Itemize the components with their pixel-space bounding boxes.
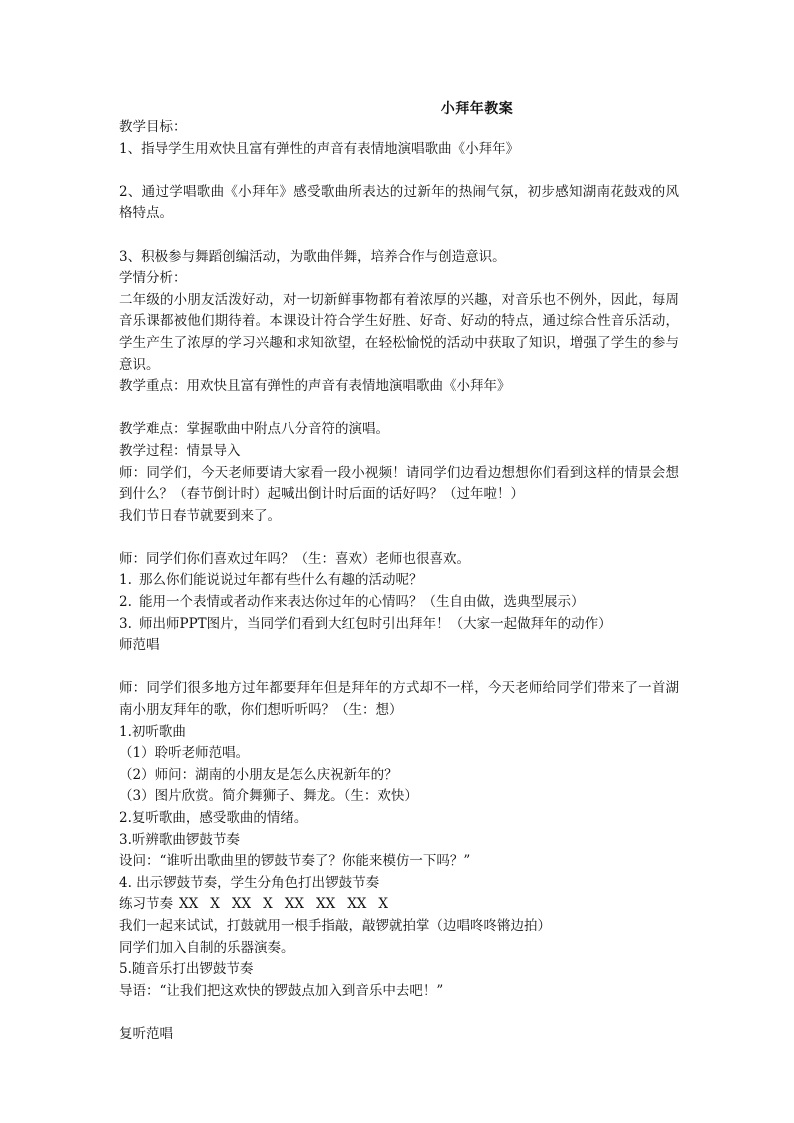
goal-1: 1、指导学生用欢快且富有弹性的声音有表情地演唱歌曲《小拜年》 — [119, 140, 520, 157]
page-title: 小拜年教案 — [440, 101, 514, 117]
intro-dialogue: 师：同学们，今天老师要请大家看一段小视频！请同学们边看边想想你们看到这样的情景会想到什么？（春节倒计时）起喊出倒计时后面的话好吗？（过年啦！） — [119, 464, 679, 503]
step-5: 5.随音乐打出锣鼓节奏 — [119, 961, 254, 978]
blank-line — [119, 398, 679, 420]
process-heading: 教学过程：情景导入 — [119, 442, 241, 459]
rhythm-beat: XX — [179, 896, 199, 913]
list-text: 能用一个表情或者动作来表达你过年的心情吗？（生自由做，选典型展示） — [139, 594, 585, 611]
list-item — [119, 570, 679, 592]
rhythm-label: 练习节奏 — [119, 896, 173, 913]
analysis-paragraph: 二年级的小朋友活泼好动，对一切新鲜事物都有着浓厚的兴趣，对音乐也不例外，因此，每周音乐课都被他们期待着。本课设计符合学生好胜、好奇、好动的特点，通过综合性音乐活动，学生产生了浓厚的学习兴趣和求知欲望，在轻松愉悦的活动中获取了知识，增强了学生的参与意识。 — [119, 291, 679, 373]
list-number: 2. — [119, 594, 132, 611]
step-4: 4. 出示锣鼓节奏，学生分角色打出锣鼓节奏 — [119, 874, 380, 891]
goal-3: 3、积极参与舞蹈创编活动，为歌曲伴舞，培养合作与创造意识。 — [119, 248, 506, 265]
blank-line — [119, 160, 679, 182]
rhythm-beat: X — [210, 896, 220, 913]
rhythm-beat: XX — [284, 896, 304, 913]
document-body — [119, 117, 679, 1046]
teacher-dialogue-2: 师：同学们很多地方过年都要拜年但是拜年的方式却不一样，今天老师给同学们带来了一首湖南小朋友拜年的歌，你们想听听吗？（生：想） — [119, 680, 679, 719]
list-number: 1. — [119, 572, 132, 589]
step-4-a: 我们一起来试试，打鼓就用一根手指敲，敲锣就拍掌（边唱咚咚锵边拍） — [119, 917, 551, 934]
intro-closing: 我们节日春节就要到来了。 — [119, 507, 281, 524]
blank-line — [119, 657, 679, 679]
goal-2: 2、通过学唱歌曲《小拜年》感受歌曲所表达的过新年的热闹气氛，初步感知湖南花鼓戏的风格特点。 — [119, 183, 679, 222]
step-1: 1.初听歌曲 — [119, 723, 186, 740]
rhythm-beat: XX — [347, 896, 367, 913]
step-1-1: （1）聆听老师范唱。 — [119, 745, 250, 762]
heading-analysis: 学情分析： — [119, 270, 187, 287]
step-4-b: 同学们加入自制的乐器演奏。 — [119, 939, 295, 956]
step-1-3: （3）图片欣赏。简介舞狮子、舞龙。（生：欢快） — [119, 788, 418, 805]
blank-line — [119, 1002, 679, 1024]
rhythm-line — [119, 894, 679, 916]
blank-line — [119, 527, 679, 549]
rhythm-beat: X — [378, 896, 389, 913]
step-1-2: （2）师问：湖南的小朋友是怎么庆祝新年的？ — [119, 766, 398, 783]
difficulty: 教学难点：掌握歌曲中附点八分音符的演唱。 — [119, 421, 389, 438]
list-item — [119, 592, 679, 614]
blank-line — [119, 225, 679, 247]
step-2: 2.复听歌曲，感受歌曲的情绪。 — [119, 810, 308, 826]
step-3-question: 设问：“谁听出歌曲里的锣鼓节奏了？你能来模仿一下吗？” — [119, 853, 471, 870]
rhythm-beat: X — [263, 896, 273, 913]
step-5-guide: 导语：“让我们把这欢快的锣鼓点加入到音乐中去吧！” — [119, 982, 444, 999]
rhythm-beat: XX — [231, 896, 252, 913]
rhythm-beat: XX — [315, 896, 336, 913]
review-sing: 复听范唱 — [119, 1025, 173, 1042]
ask-like-new-year: 师：同学们你们喜欢过年吗？（生：喜欢）老师也很喜欢。 — [119, 550, 470, 567]
demo-sing: 师范唱 — [119, 637, 160, 654]
list-text: 那么你们能说说过年都有些什么有趣的活动呢？ — [139, 572, 423, 589]
list-number: 3. — [119, 615, 132, 632]
key-point: 教学重点：用欢快且富有弹性的声音有表情地演唱歌曲《小拜年》 — [119, 378, 511, 395]
list-item — [119, 614, 679, 636]
step-3: 3.听辨歌曲锣鼓节奏 — [119, 831, 240, 848]
list-text: 师出师PPT图片，当同学们看到大红包时引出拜年！（大家一起做拜年的动作） — [139, 615, 612, 632]
heading-goals: 教学目标： — [119, 119, 187, 135]
